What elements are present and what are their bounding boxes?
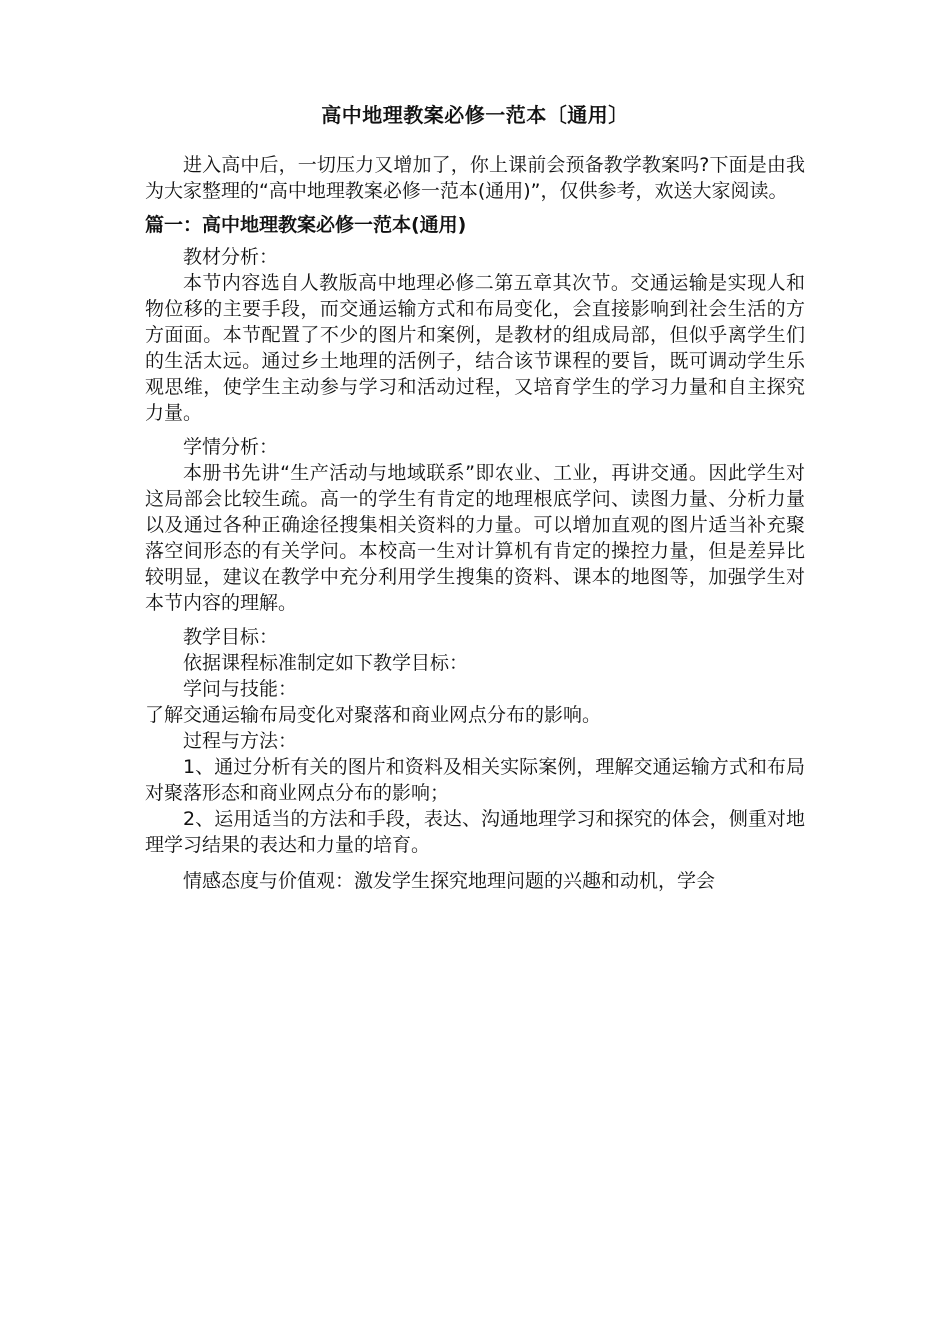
knowledge-skills-text: 了解交通运输布局变化对聚落和商业网点分布的影响。 [145, 704, 602, 726]
textbook-analysis-paragraph: 本节内容选自人教版高中地理必修二第五章其次节。交通运输是实现人和物位移的主要手段，而交通运输方式和布局变化，会直接影响到社会生活的方方面面。本节配置了不少的图片和案例，是教材的组成局部，但似乎离学生们的生活太远。通过乡土地理的活例子，结合该节课程的要旨，既可调动学生乐观思维，使学生主动参与学习和活动过程，又培育学生的学习力量和自主探究力量。 [145, 272, 805, 424]
document-title: 高中地理教案必修一范本〔通用〕 [321, 103, 629, 127]
process-item-1: 1、通过分析有关的图片和资料及相关实际案例，理解交通运输方式和布局对聚落形态和商业网点分布的影响； [145, 756, 805, 804]
section-heading: 篇一：高中地理教案必修一范本(通用) [145, 214, 467, 236]
teaching-goals-intro: 依据课程标准制定如下教学目标： [183, 652, 469, 674]
process-methods-label: 过程与方法： [183, 730, 298, 752]
emotion-values-paragraph: 情感态度与价值观：激发学生探究地理问题的兴趣和动机，学会 [183, 870, 716, 892]
textbook-analysis-label: 教材分析： [183, 246, 279, 268]
student-analysis-paragraph: 本册书先讲“生产活动与地域联系”即农业、工业，再讲交通。因此学生对这局部会比较生疏。高一的学生有肯定的地理根底学问、读图力量、分析力量以及通过各种正确途径搜集相关资料的力量。可以增加直观的图片适当补充聚落空间形态的有关学问。本校高一生对计算机有肯定的操控力量，但是差异比较明显，建议在教学中充分利用学生搜集的资料、课本的地图等，加强学生对本节内容的理解。 [145, 462, 805, 614]
knowledge-skills-label: 学问与技能： [183, 678, 298, 700]
process-item-2: 2、运用适当的方法和手段，表达、沟通地理学习和探究的体会，侧重对地理学习结果的表达和力量的培育。 [145, 808, 805, 856]
document-page [145, 100, 805, 894]
intro-paragraph: 进入高中后，一切压力又增加了，你上课前会预备教学教案吗?下面是由我为大家整理的“高中地理教案必修一范本(通用)”，仅供参考，欢送大家阅读。 [145, 154, 805, 202]
teaching-goals-label: 教学目标： [183, 626, 279, 648]
student-analysis-label: 学情分析： [183, 436, 279, 458]
